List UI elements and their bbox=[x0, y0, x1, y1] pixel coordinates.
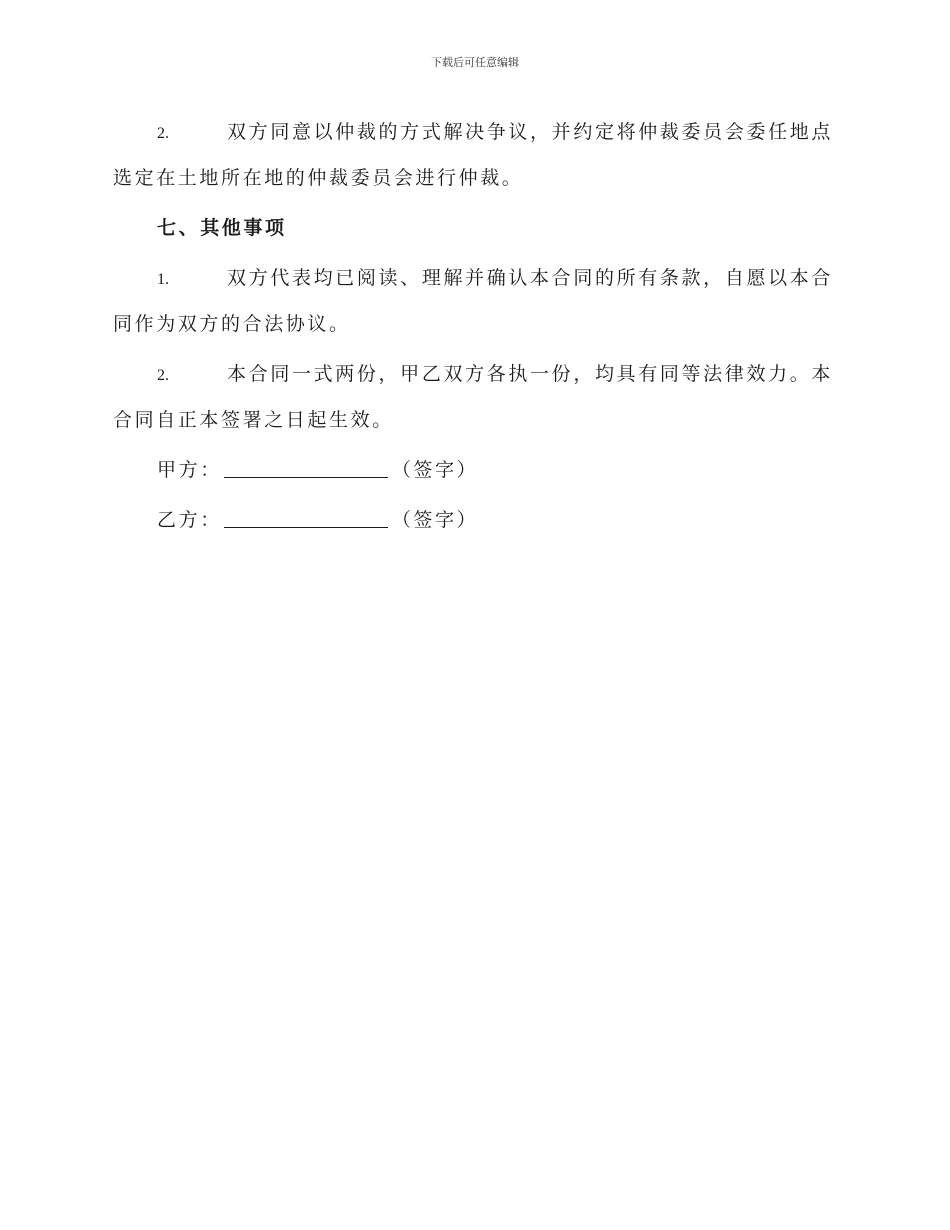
party-label: 乙方： bbox=[157, 509, 222, 531]
clause-paragraph bbox=[113, 110, 833, 200]
signature-note: （签字） bbox=[391, 459, 479, 481]
signature-line-party-b bbox=[113, 498, 833, 542]
clause-text: 双方同意以仲裁的方式解决争议，并约定将仲裁委员会委任地点选定在土地所在地的仲裁委员会进行仲裁。 bbox=[113, 121, 833, 189]
section-title: 七、其他事项 bbox=[157, 217, 287, 239]
clause-text: 双方代表均已阅读、理解并确认本合同的所有条款，自愿以本合同作为双方的合法协议。 bbox=[113, 267, 833, 335]
clause-paragraph bbox=[113, 256, 833, 346]
clause-number: 2. bbox=[157, 125, 169, 142]
page-header: 下载后可任意编辑 bbox=[431, 56, 519, 69]
clause-number: 2. bbox=[157, 367, 169, 384]
document-body bbox=[113, 110, 833, 548]
clause-paragraph bbox=[113, 352, 833, 442]
clause-text: 本合同一式两份，甲乙双方各执一份，均具有同等法律效力。本合同自正本签署之日起生效。 bbox=[113, 363, 833, 431]
signature-line-party-a bbox=[113, 448, 833, 492]
signature-blank[interactable] bbox=[224, 505, 388, 528]
party-label: 甲方： bbox=[157, 459, 222, 481]
clause-number: 1. bbox=[157, 271, 169, 288]
signature-note: （签字） bbox=[391, 509, 479, 531]
signature-blank[interactable] bbox=[224, 455, 388, 478]
